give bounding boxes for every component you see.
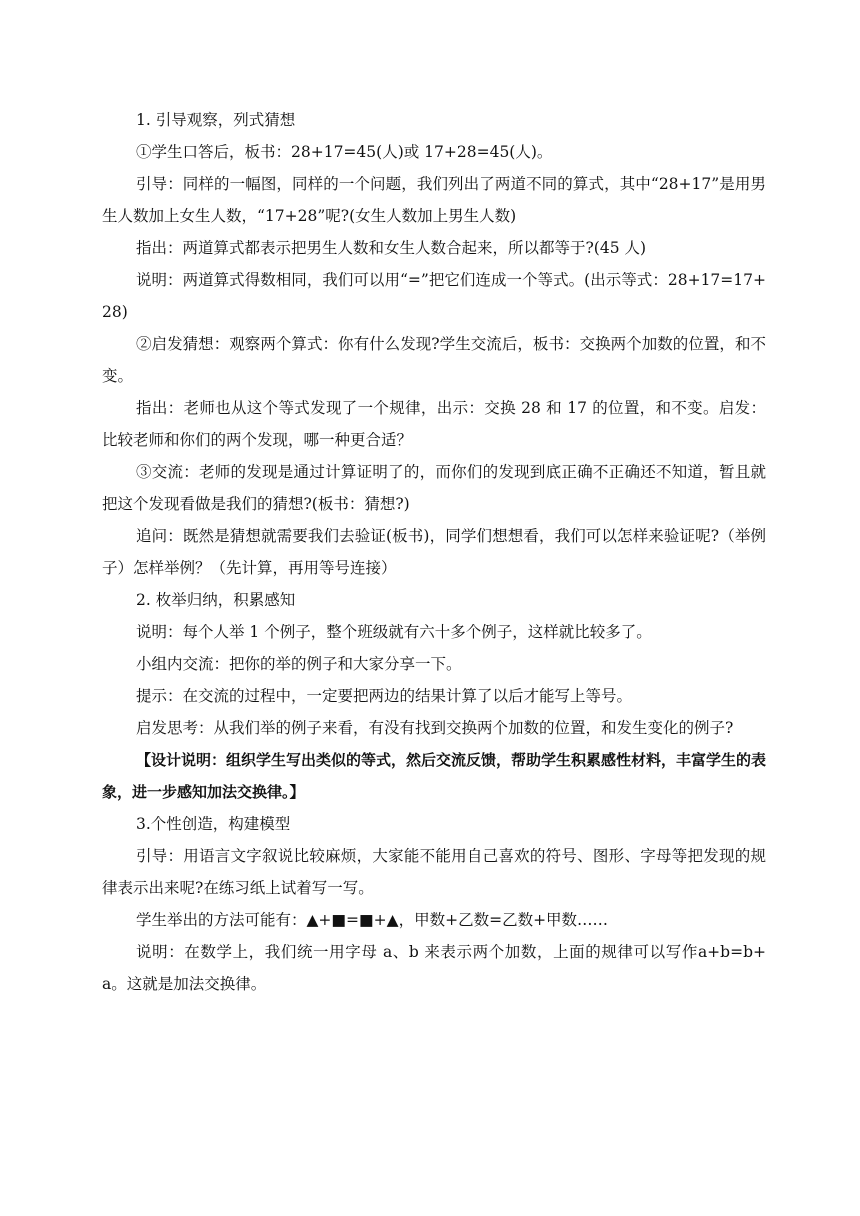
heading-enumerate: 2. 枚举归纳，积累感知 bbox=[136, 591, 296, 609]
paragraph-exchange: ③交流：老师的发现是通过计算证明了的，而你们的发现到底正确不正确还不知道，暂且就把这个发现看做是我们的猜想?(板书：猜想?) bbox=[102, 463, 766, 513]
paragraph-inspire-think: 启发思考：从我们举的例子来看，有没有找到交换两个加数的位置，和发生变化的例子? bbox=[136, 719, 734, 737]
paragraph-inspire-guess: ②启发猜想：观察两个算式：你有什么发现?学生交流后，板书：交换两个加数的位置，和不变。 bbox=[102, 335, 766, 385]
paragraph-student-methods: 学生举出的方法可能有：▲+■=■+▲，甲数+乙数=乙数+甲数…… bbox=[136, 911, 609, 929]
paragraph-point-out: 指出：两道算式都表示把男生人数和女生人数合起来，所以都等于?(45 人) bbox=[136, 239, 647, 257]
paragraph-guide: 引导：同样的一幅图，同样的一个问题，我们列出了两道不同的算式，其中“28+17”是用男生人数加上女生人数，“17+28”呢?(女生人数加上男生人数) bbox=[102, 175, 766, 225]
paragraph-follow-up: 追问：既然是猜想就需要我们去验证(板书)，同学们想想看，我们可以怎样来验证呢?（举例子）怎样举例？（先计算，再用等号连接） bbox=[102, 527, 766, 577]
paragraph-teacher-rule: 指出：老师也从这个等式发现了一个规律，出示：交换 28 和 17 的位置，和不变。启发：比较老师和你们的两个发现，哪一种更合适？ bbox=[102, 399, 766, 449]
paragraph-explain-equation: 说明：两道算式得数相同，我们可以用“=”把它们连成一个等式。(出示等式：28+17=17+28) bbox=[102, 271, 766, 321]
document-body bbox=[102, 104, 766, 1000]
paragraph-answer: ①学生口答后，板书：28+17=45(人)或 17+28=45(人)。 bbox=[136, 143, 553, 161]
paragraph-each-example: 说明：每个人举 1 个例子，整个班级就有六十多个例子，这样就比较多了。 bbox=[136, 623, 652, 641]
design-note: 【设计说明：组织学生写出类似的等式，然后交流反馈，帮助学生积累感性材料，丰富学生的表象，进一步感知加法交换律。】 bbox=[102, 751, 767, 801]
paragraph-hint: 提示：在交流的过程中，一定要把两边的结果计算了以后才能写上等号。 bbox=[136, 687, 633, 705]
paragraph-symbols: 引导：用语言文字叙说比较麻烦，大家能不能用自己喜欢的符号、图形、字母等把发现的规律表示出来呢?在练习纸上试着写一写。 bbox=[102, 847, 766, 897]
paragraph-commutative-law: 说明：在数学上，我们统一用字母 a、b 来表示两个加数，上面的规律可以写作a+b=b+a。这就是加法交换律。 bbox=[102, 943, 766, 993]
heading-observe-guess: 1. 引导观察，列式猜想 bbox=[136, 111, 296, 129]
heading-build-model: 3.个性创造，构建模型 bbox=[136, 815, 291, 833]
paragraph-group-share: 小组内交流：把你的举的例子和大家分享一下。 bbox=[136, 655, 462, 673]
